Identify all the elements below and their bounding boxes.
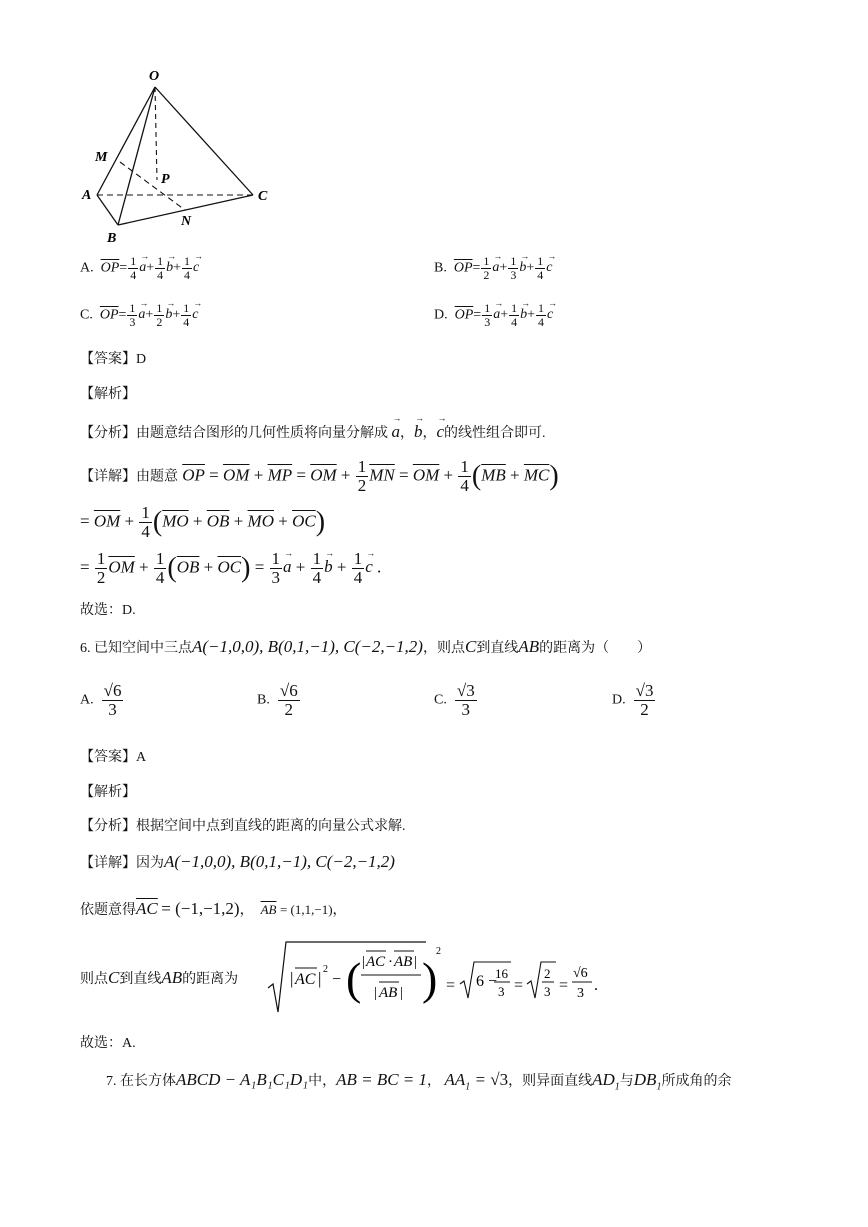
svg-text:16: 16: [495, 966, 508, 981]
q6-detail-line2: 依题意得$\overline{AC} = (-1,-1,2)$， $\overline{AB} = (1,1,-1)$，: [80, 899, 347, 918]
q6-detail-line1: 【详解】因为A(−1,0,0), B(0,1,−1), C(−2,−1,2): [80, 852, 395, 871]
svg-text:3: 3: [544, 984, 551, 999]
q6-answer: 【答案】A: [80, 750, 147, 765]
svg-text:AB: AB: [394, 954, 413, 970]
svg-text:AC: AC: [366, 954, 386, 970]
edge-OB: [118, 87, 155, 225]
svg-text:=: =: [446, 977, 456, 994]
label-A: A: [82, 188, 92, 203]
svg-text:): ): [422, 953, 438, 1004]
q5-guxuan: 故选：D.: [80, 603, 136, 618]
edge-OC: [155, 87, 253, 195]
label-O: O: [149, 69, 160, 84]
svg-text:3: 3: [498, 984, 505, 999]
segment-OP: [155, 87, 157, 180]
q6-guxuan: 故选：A.: [80, 1036, 136, 1051]
svg-text:6 −: 6 −: [476, 973, 498, 990]
q6-option-d[interactable]: D. $\frac{√3}{2}$: [612, 681, 654, 719]
q6-stem: 6. 已知空间中三点A(−1,0,0), B(0,1,−1), C(−2,−1,2)，则点C到直线AB的距离为（ ）: [80, 637, 652, 656]
q5-detail-line3: = $\frac{1}{2}$ $\overline{OM}$ + $\frac{1}{4}$ $(\overline{OB} + \overline{OC})$ = $\frac{1}{3}$ → a + $\frac{1}{4}$ → b + $\frac{1}{4}$ → c .: [80, 550, 381, 587]
q6-option-c[interactable]: C. $\frac{√3}{3}$: [434, 681, 475, 719]
segment-MN: [120, 162, 185, 210]
q6-option-a[interactable]: A. $\frac{√6}{3}$: [80, 681, 122, 719]
svg-text:2: 2: [323, 964, 328, 975]
q7-stem: 7. 在长方体ABCD − A₁B₁C₁D₁中，AB = BC = 1， $AA_1 = √3$，则异面直线$AD_1$与$DB_1$所成角的余: [106, 1070, 732, 1093]
svg-text:|: |: [400, 985, 404, 1001]
q5-answer: 【答案】D: [80, 352, 147, 367]
label-P: P: [161, 172, 170, 187]
svg-text:(: (: [346, 953, 362, 1004]
svg-text:|: |: [290, 969, 294, 988]
label-B: B: [107, 231, 117, 246]
svg-text:2: 2: [544, 966, 551, 981]
svg-text:3: 3: [577, 986, 584, 1001]
q5-jiexi: 【解析】: [80, 387, 136, 402]
svg-text:.: .: [594, 977, 598, 994]
q6-option-b[interactable]: B. $\frac{√6}{2}$: [257, 681, 298, 719]
svg-text:|: |: [362, 954, 366, 970]
edge-AB: [97, 195, 118, 225]
q6-fenxi: 【分析】根据空间中点到直线的距离的向量公式求解.: [80, 819, 406, 834]
svg-text:2: 2: [436, 946, 441, 957]
q5-option-b[interactable]: B. $\overline{OP}=$ $\frac{1}{2}$ → a+ $\frac{1}{3}$ → b+ $\frac{1}{4}$ → c: [434, 255, 552, 281]
svg-text:−: −: [332, 971, 342, 988]
edge-OA: [97, 87, 155, 195]
label-N: N: [181, 214, 192, 229]
sqrt-formula: [266, 940, 606, 1018]
svg-text:|: |: [318, 969, 322, 988]
q5-option-c[interactable]: C. $\overline{OP}=$ $\frac{1}{3}$ → a+ $\frac{1}{2}$ → b+ $\frac{1}{4}$ → c: [80, 302, 198, 328]
q5-option-d[interactable]: D. $\overline{OP}=$ $\frac{1}{3}$ → a+ $\frac{1}{4}$ → b+ $\frac{1}{4}$ → c: [434, 302, 553, 328]
svg-text:AB: AB: [379, 985, 398, 1001]
svg-text:AC: AC: [295, 971, 316, 988]
svg-text:·: ·: [388, 954, 393, 970]
svg-text:|: |: [374, 985, 378, 1001]
svg-text:|: |: [414, 954, 418, 970]
q5-detail-line2: = $\overline{OM}$ + $\frac{1}{4}$ $(\overline{MO} + \overline{OB} + \overline{MO} + \overline{OC})$: [80, 503, 326, 541]
q5-detail-line1: 【详解】由题意 $\overline{OP} = \overline{OM} + \overline{MP} = \overline{OM}$ + $\frac{1}{2}$ $\overline{MN} = \overline{OM}$ + $\frac{1}{4}$ $(\overline{MB} + \overline{MC})$: [80, 457, 559, 495]
tetrahedron-figure: [75, 65, 285, 250]
q5-fenxi: 【分析】由题意结合图形的几何性质将向量分解成 → a，→ b，→ c的线性组合即可.: [80, 422, 546, 442]
svg-text:=: =: [559, 977, 569, 994]
svg-text:√6: √6: [573, 966, 588, 981]
label-M: M: [95, 150, 108, 165]
q5-option-a[interactable]: A. $\overline{OP}=$ $\frac{1}{4}$ → a+ $\frac{1}{4}$ → b+ $\frac{1}{4}$ → c: [80, 255, 199, 281]
label-C: C: [258, 189, 268, 204]
q6-jiexi: 【解析】: [80, 785, 136, 800]
svg-text:=: =: [514, 977, 524, 994]
